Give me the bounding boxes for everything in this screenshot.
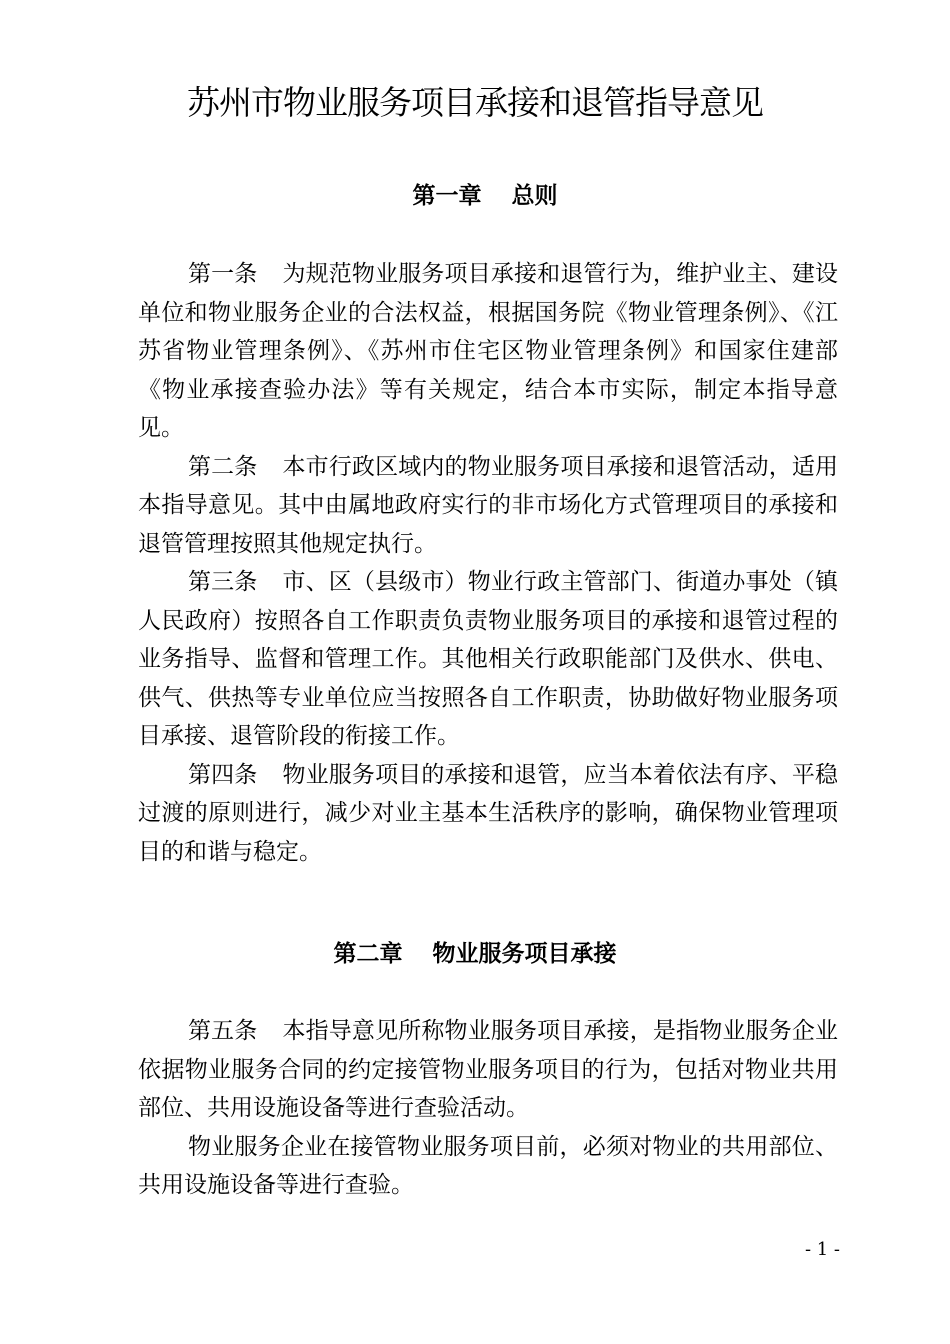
chapter-name: 物业服务项目承接 xyxy=(432,941,617,967)
article-paragraph xyxy=(138,563,838,756)
article-label: 第三条 xyxy=(188,569,258,595)
page-number: - 1 - xyxy=(804,1239,840,1260)
article-text: 本市行政区域内的物业服务项目承接和退管活动，适用本指导意见。其中由属地政府实行的非市场化方式管理项目的承接和退管管理按照其他规定执行。 xyxy=(138,453,839,557)
chapter-1-body xyxy=(138,255,838,871)
chapter-2-body xyxy=(138,1012,838,1205)
article-text: 物业服务企业在接管物业服务项目前，必须对物业的共用部位、共用设施设备等进行查验。 xyxy=(138,1133,838,1198)
article-paragraph xyxy=(138,448,838,564)
chapter-heading-2 xyxy=(0,936,950,972)
article-text: 本指导意见所称物业服务项目承接，是指物业服务企业依据物业服务合同的约定接管物业服务项目的行为，包括对物业共用部位、共用设施设备等进行查验活动。 xyxy=(138,1018,839,1121)
article-paragraph xyxy=(138,255,838,448)
article-text: 物业服务项目的承接和退管，应当本着依法有序、平稳过渡的原则进行，减少对业主基本生活秩序的影响，确保物业管理项目的和谐与稳定。 xyxy=(138,761,839,865)
document-title: 苏州市物业服务项目承接和退管指导意见 xyxy=(187,83,763,122)
article-paragraph xyxy=(138,1012,838,1128)
chapter-name: 总则 xyxy=(511,183,558,209)
chapter-heading-1 xyxy=(10,178,950,214)
article-label: 第一条 xyxy=(188,261,258,287)
article-text: 为规范物业服务项目承接和退管行为，维护业主、建设单位和物业服务企业的合法权益，根据国务院《物业管理条例》、《江苏省物业管理条例》、《苏州市住宅区物业管理条例》和国家住建部《物业承接查验办法》等有关规定，结合本市实际，制定本指导意见。 xyxy=(138,261,839,441)
article-label: 第五条 xyxy=(188,1018,258,1044)
article-label: 第四条 xyxy=(188,761,258,788)
chapter-number: 第一章 xyxy=(412,183,482,209)
article-paragraph xyxy=(138,1128,838,1205)
chapter-number: 第二章 xyxy=(333,941,403,967)
article-label: 第二条 xyxy=(188,453,258,480)
article-text: 市、区（县级市）物业行政主管部门、街道办事处（镇人民政府）按照各自工作职责负责物业服务项目的承接和退管过程的业务指导、监督和管理工作。其他相关行政职能部门及供水、供电、供气、供热等专业单位应当按照各自工作职责，协助做好物业服务项目承接、退管阶段的衔接工作。 xyxy=(138,569,839,749)
article-paragraph xyxy=(138,756,838,872)
